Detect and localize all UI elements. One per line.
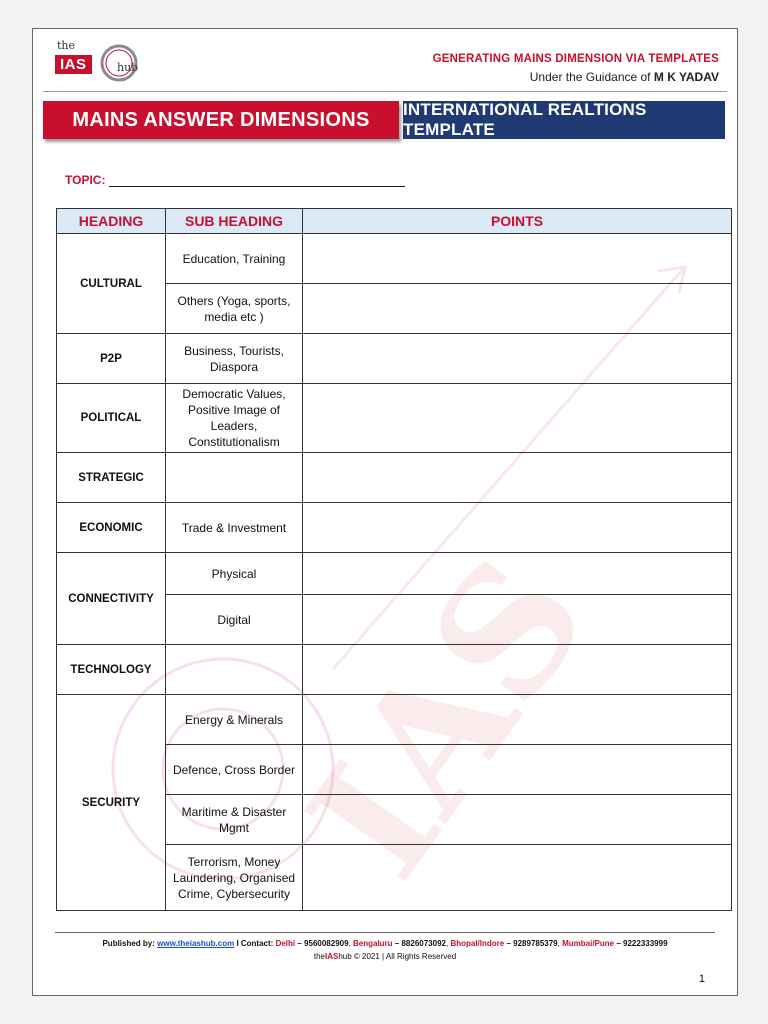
logo-ias: IAS — [55, 55, 92, 74]
subheading-cell: Maritime & Disaster Mgmt — [166, 795, 303, 845]
subheading-cell: Defence, Cross Border — [166, 745, 303, 795]
contact-phone: 9222333999 — [623, 939, 668, 948]
guidance-prefix: Under the Guidance of — [529, 70, 651, 84]
contact-city: Delhi — [275, 939, 296, 948]
subheading-cell: Terrorism, Money Laundering, Organised Crime, Cybersecurity — [166, 845, 303, 911]
contact-phone: 8826073092 — [401, 939, 446, 948]
template-table — [56, 208, 732, 911]
website-link[interactable]: www.theiashub.com — [157, 939, 235, 948]
points-cell[interactable] — [303, 334, 732, 384]
contact-phone: 9560082909 — [304, 939, 349, 948]
heading-p2p: P2P — [57, 334, 166, 384]
table-row — [57, 234, 732, 284]
col-points: POINTS — [303, 209, 732, 234]
points-cell[interactable] — [303, 384, 732, 453]
points-cell[interactable] — [303, 284, 732, 334]
banner-template-title: INTERNATIONAL REALTIONS TEMPLATE — [403, 101, 725, 139]
svg-text:IAS: IAS — [270, 523, 627, 912]
table-row — [57, 453, 732, 503]
points-cell[interactable] — [303, 645, 732, 695]
points-cell[interactable] — [303, 795, 732, 845]
contact-city: Bhopal/Indore — [450, 939, 505, 948]
subheading-cell: Education, Training — [166, 234, 303, 284]
table-header-row — [57, 209, 732, 234]
copy-ias: IAS — [324, 952, 339, 961]
copy-the: the — [313, 952, 325, 961]
subheading-cell: Others (Yoga, sports, media etc ) — [166, 284, 303, 334]
table-row — [57, 695, 732, 745]
topic-field — [65, 173, 405, 187]
col-heading: HEADING — [57, 209, 166, 234]
subheading-cell: Trade & Investment — [166, 503, 303, 553]
subheading-cell — [166, 453, 303, 503]
subheading-cell: Energy & Minerals — [166, 695, 303, 745]
heading-economic: ECONOMIC — [57, 503, 166, 553]
contact-city: Mumbai/Pune — [562, 939, 615, 948]
subheading-cell: Digital — [166, 595, 303, 645]
subheading-cell: Physical — [166, 553, 303, 595]
header-divider — [43, 91, 727, 92]
topic-blank[interactable] — [109, 174, 405, 187]
header-right — [433, 53, 719, 84]
heading-cultural: CULTURAL — [57, 234, 166, 334]
heading-security: SECURITY — [57, 695, 166, 911]
table-row — [57, 334, 732, 384]
points-cell[interactable] — [303, 695, 732, 745]
points-cell[interactable] — [303, 595, 732, 645]
guidance-line — [433, 70, 719, 84]
points-cell[interactable] — [303, 453, 732, 503]
published-by-label: Published by: — [102, 939, 155, 948]
table-row — [57, 645, 732, 695]
footer — [33, 939, 737, 961]
logo-hub: hub — [117, 61, 139, 74]
guidance-name: M K YADAV — [653, 70, 719, 84]
copy-hub: hub — [338, 952, 352, 961]
heading-connectivity: CONNECTIVITY — [57, 553, 166, 645]
points-cell[interactable] — [303, 503, 732, 553]
footer-divider — [55, 932, 715, 933]
points-cell[interactable] — [303, 234, 732, 284]
table-row — [57, 553, 732, 595]
header-subtitle: GENERATING MAINS DIMENSION VIA TEMPLATES — [432, 53, 719, 65]
subheading-cell — [166, 645, 303, 695]
heading-technology: TECHNOLOGY — [57, 645, 166, 695]
topic-label: TOPIC: — [65, 173, 106, 187]
subheading-cell: Democratic Values, Positive Image of Leaders, Constitutionalism — [166, 384, 303, 453]
heading-strategic: STRATEGIC — [57, 453, 166, 503]
banner-mains-answer: MAINS ANSWER DIMENSIONS — [43, 101, 399, 139]
points-cell[interactable] — [303, 745, 732, 795]
copyright-text: © 2021 | All Rights Reserved — [353, 952, 457, 961]
document-page — [32, 28, 738, 996]
points-cell[interactable] — [303, 845, 732, 911]
points-cell[interactable] — [303, 553, 732, 595]
logo-the: the — [57, 39, 76, 52]
heading-political: POLITICAL — [57, 384, 166, 453]
col-subheading: SUB HEADING — [166, 209, 303, 234]
brand-logo — [51, 37, 153, 99]
table-row — [57, 503, 732, 553]
contact-phone: 9289785379 — [513, 939, 558, 948]
contact-label: I Contact: — [236, 939, 274, 948]
footer-contact-line: Published by: www.theiashub.com I Contact: Delhi – 9560082909, Bengaluru – 8826073092, Bhopal/Indore – 9289785379, Mumbai/Pune – 9222333999 — [102, 939, 668, 948]
subheading-cell: Business, Tourists, Diaspora — [166, 334, 303, 384]
page-number: 1 — [698, 973, 705, 985]
table-row — [57, 384, 732, 453]
contact-city: Bengaluru — [353, 939, 393, 948]
copyright-line — [33, 952, 737, 961]
